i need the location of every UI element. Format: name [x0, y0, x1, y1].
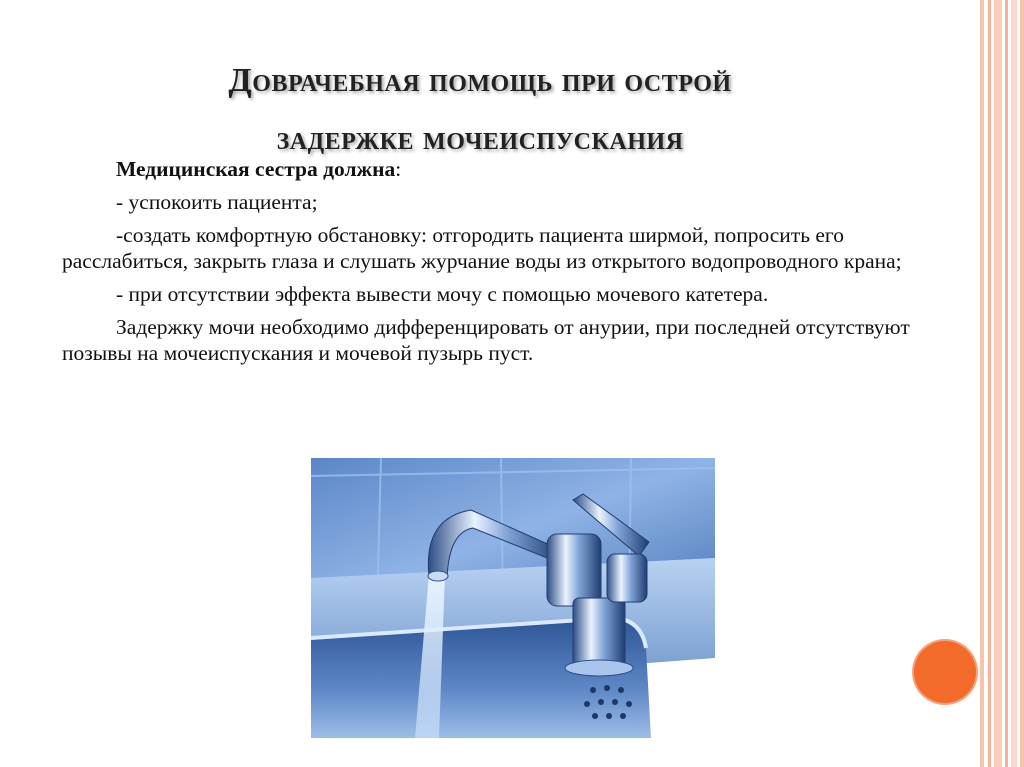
decorative-stripes: [980, 0, 1024, 767]
list-item: - успокоить пациента;: [116, 190, 318, 214]
title-line-2: задержке мочеиспускания: [276, 120, 684, 157]
lead-bold-text: Медицинская сестра должна: [116, 157, 396, 181]
water-faucet-photo: [311, 458, 715, 738]
list-item: -создать комфортную обстановку: отгородить пациента ширмой, попросить его расслабиться, закрыть глаза и слушать журчание воды из открытого водопроводного крана;: [62, 223, 902, 273]
lead-paragraph: [62, 156, 918, 182]
slide-title: [100, 52, 860, 168]
lead-colon: :: [395, 157, 402, 181]
slide-body: [62, 156, 918, 373]
title-line-1: Доврачебная помощь при острой: [228, 62, 732, 99]
list-item: - при отсутствии эффекта вывести мочу с помощью мочевого катетера.: [116, 282, 769, 306]
list-item: Задержку мочи необходимо дифференцировать от анурии, при последней отсутствуют позывы на мочеиспускания и мочевой пузырь пуст.: [62, 315, 910, 365]
orange-circle-decoration: [914, 641, 976, 703]
